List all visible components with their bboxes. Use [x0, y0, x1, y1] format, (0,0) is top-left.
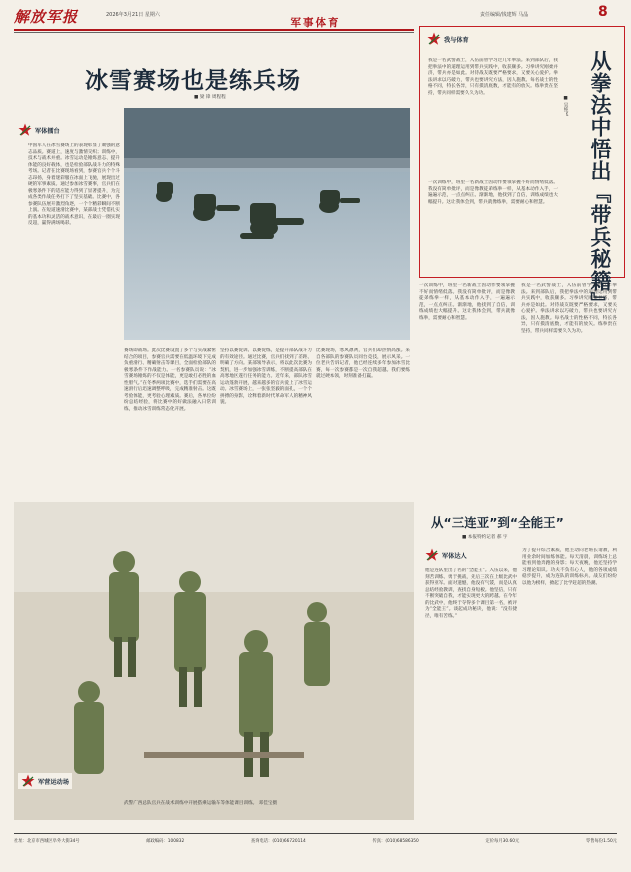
star-badge-icon [425, 548, 439, 562]
talent-byline: ■ 本报特约记者 郝 宇 [462, 535, 508, 540]
header-rule-thin [14, 32, 414, 33]
tag-camp [18, 773, 72, 789]
main-byline: ■ 梁 锋 周程程 [194, 95, 226, 100]
star-badge-icon [21, 774, 35, 788]
sidebar-author: ■ 吴纯飞 [563, 96, 568, 117]
star-badge-icon [427, 32, 441, 46]
article-column-1: 中国军人在冰雪赛场上的表现彰显了顽强的意志品质。赛道上，速度与激情交织；训练中，技术与战术并重。冰雪运动是锤炼意志、提升体能的良好载体，也是检验部队战斗力的特殊考场。记者在比赛现场看到，参赛官兵个个斗志昂扬，身着迷彩服在冰面上飞驰，展现出过硬的军事素质。通过参加冰雪赛事，官兵们在极寒条件下的适应能力得到了显著提升，为完成各类作战任务打下了坚实基础。比赛中，各参赛队伍展开激烈角逐，一个个精彩瞬间不断上演。在短道速滑比赛中，某部战士凭借扎实的基本功和灵活的战术意识，在最后一圈实现反超，赢得满场喝彩。 [28, 143, 120, 226]
sidebar-text: 我是一名武警战士，入伍前曾学习过几年拳法。来到部队后，我把拳法中的道理运用到带兵实践中，收获颇多。习拳讲究刚柔并济，带兵亦是如此。对待战友既要严格要求，又要关心爱护。拳法讲求以巧破力，带兵也要讲究方法，因人施教。每名战士的性格不同，特长各异，只有摸清底数，才能有的放矢。练拳贵在坚持，带兵同样需要久久为功。 [428, 58, 558, 96]
sidebar-continued-1: 一次训练中，班里一名新战士因动作要领掌握不好而情绪低落。我没有简单批评，而是像教徒弟练拳一样，从基本动作入手，一遍遍示范，一点点纠正。渐渐地，他找到了自信，训练成绩也大幅提升。这让我体会到，带兵就像练拳，需要耐心和智慧。 [419, 283, 515, 321]
talent-headline: 从“三连亚”到“全能王” [431, 515, 564, 530]
talent-column-1: 他是连队里出了名的“全能王”。入伍以来，他刻苦训练、勇于挑战，先后三次在上级比武中获得亚军。面对遗憾，他没有气馁，而是认真总结经验教训，查找自身短板。他坚信，只有不断突破自我，才能实现更大的跨越。在今年的比武中，他终于夺得多个课目第一名，被评为“全能王”。谈起成功秘诀，他说：“没有捷径，唯有苦练。” [425, 568, 517, 619]
sidebar-title: 从拳法中悟出『带兵秘籍』 [588, 50, 612, 314]
section-title: 军事体育 [290, 17, 341, 29]
talent-column-2: 为了提升综合素质，他主动向老班长请教，利用业余时间加练体能。每天清晨，训练场上总能看到他奔跑的身影；每天夜晚，他还坚持学习理论知识。功夫不负有心人，他的各项成绩稳步提升，成为连队的训练标兵。战友们纷纷以他为榜样，掀起了比学赶超的热潮。 [522, 548, 617, 586]
article-column-3: 坚持以赛促训、以赛促练，是提升部队战斗力的有效途径。通过比赛，官兵们找到了差距、明确了方向。某部领导表示，将以此次比赛为契机，进一步加强冰雪训练，不断提高部队在高寒地区遂行任务的能力。近年来，部队冰雪运动蓬勃开展，越来越多的官兵爱上了冰雪运动。冰雪赛场上，一张张坚毅的面孔，一个个拼搏的身影，诠释着新时代革命军人的精神风貌。 [220, 348, 312, 405]
tag-talent [425, 548, 467, 562]
tag-sports [427, 32, 469, 46]
article-column-2: 赛场即战场。此次比赛设置了多个与实战紧密结合的项目，参赛官兵需要在低温环境下完成负重滑行、精确射击等课目，全面检验部队的极寒条件下作战能力。一名参赛队员说：“冰雪赛场锤炼的不仅是体能，更是敢打必胜的血性胆气。”在冬季两项比赛中，选手们需要在高速滑行后迅速调整呼吸，完成精准射击。这既考验体能，更考验心理素质。赛后，各单位纷纷总结经验，将比赛中的好做法融入日常训练，推动冰雪训练常态化开展。 [124, 348, 216, 412]
editors-credit: 责任编辑/钱建辉 马晶 [480, 12, 529, 18]
header-rule [14, 29, 414, 31]
footer-rule [14, 833, 617, 834]
article-column-4: 比赛现场，寒风凛冽，官兵们却热情高涨。来自各部队的参赛队员同台竞技，展示风采。一位老兵告诉记者，他已经连续多年参加冰雪比赛，每一次参赛都是一次自我超越。我们要练就过硬本领，时刻准备打赢。 [316, 348, 410, 379]
footer-print: 零售每份1.50元 [585, 839, 617, 844]
footer-price: 定价每月30.60元 [485, 839, 520, 844]
training-photo [14, 502, 414, 820]
issue-date: 2026年3月21日 星期六 [106, 12, 160, 18]
tag-arena-label: 军体擂台 [35, 127, 60, 135]
star-badge-icon [18, 123, 32, 137]
main-headline: 冰雪赛场也是练兵场 [85, 68, 301, 94]
footer-phone: 查询电话：(010)66720114 [250, 839, 306, 844]
tag-camp-label: 军营运动场 [38, 778, 69, 786]
page-number: 8 [598, 4, 608, 20]
footer-fax: 传真：(010)68586350 [372, 839, 419, 844]
sidebar-text-2: 一次训练中，班里一名新战士因动作要领掌握不好而情绪低落。我没有简单批评，而是像教徒弟练拳一样，从基本动作入手，一遍遍示范，一点点纠正。渐渐地，他找到了自信，训练成绩也大幅提升。这让我体会到，带兵就像练拳，需要耐心和智慧。 [428, 180, 558, 205]
photo-caption: 武警广西总队官兵在战术训练中开展搭乘运输车等体能课目训练。 邓佳宝摄 [124, 801, 278, 806]
sidebar-continued-2: 我是一名武警战士，入伍前曾学习过几年拳法。来到部队后，我把拳法中的道理运用到带兵实践中，收获颇多。习拳讲究刚柔并济，带兵亦是如此。对待战友既要严格要求，又要关心爱护。拳法讲求以巧破力，带兵也要讲究方法，因人施教。每名战士的性格不同，特长各异，只有摸清底数，才能有的放矢。练拳贵在坚持，带兵同样需要久久为功。 [521, 283, 617, 334]
footer-zip: 邮政编码：100832 [146, 839, 185, 844]
masthead-logo: 解放军报 [14, 8, 79, 26]
tag-sports-label: 我与体育 [444, 36, 469, 44]
footer [14, 838, 617, 844]
tag-talent-label: 军体达人 [442, 552, 467, 560]
tag-arena [18, 123, 60, 137]
skating-photo [124, 108, 410, 340]
footer-address: 社址：北京市西城区阜外大街34号 [14, 839, 80, 844]
